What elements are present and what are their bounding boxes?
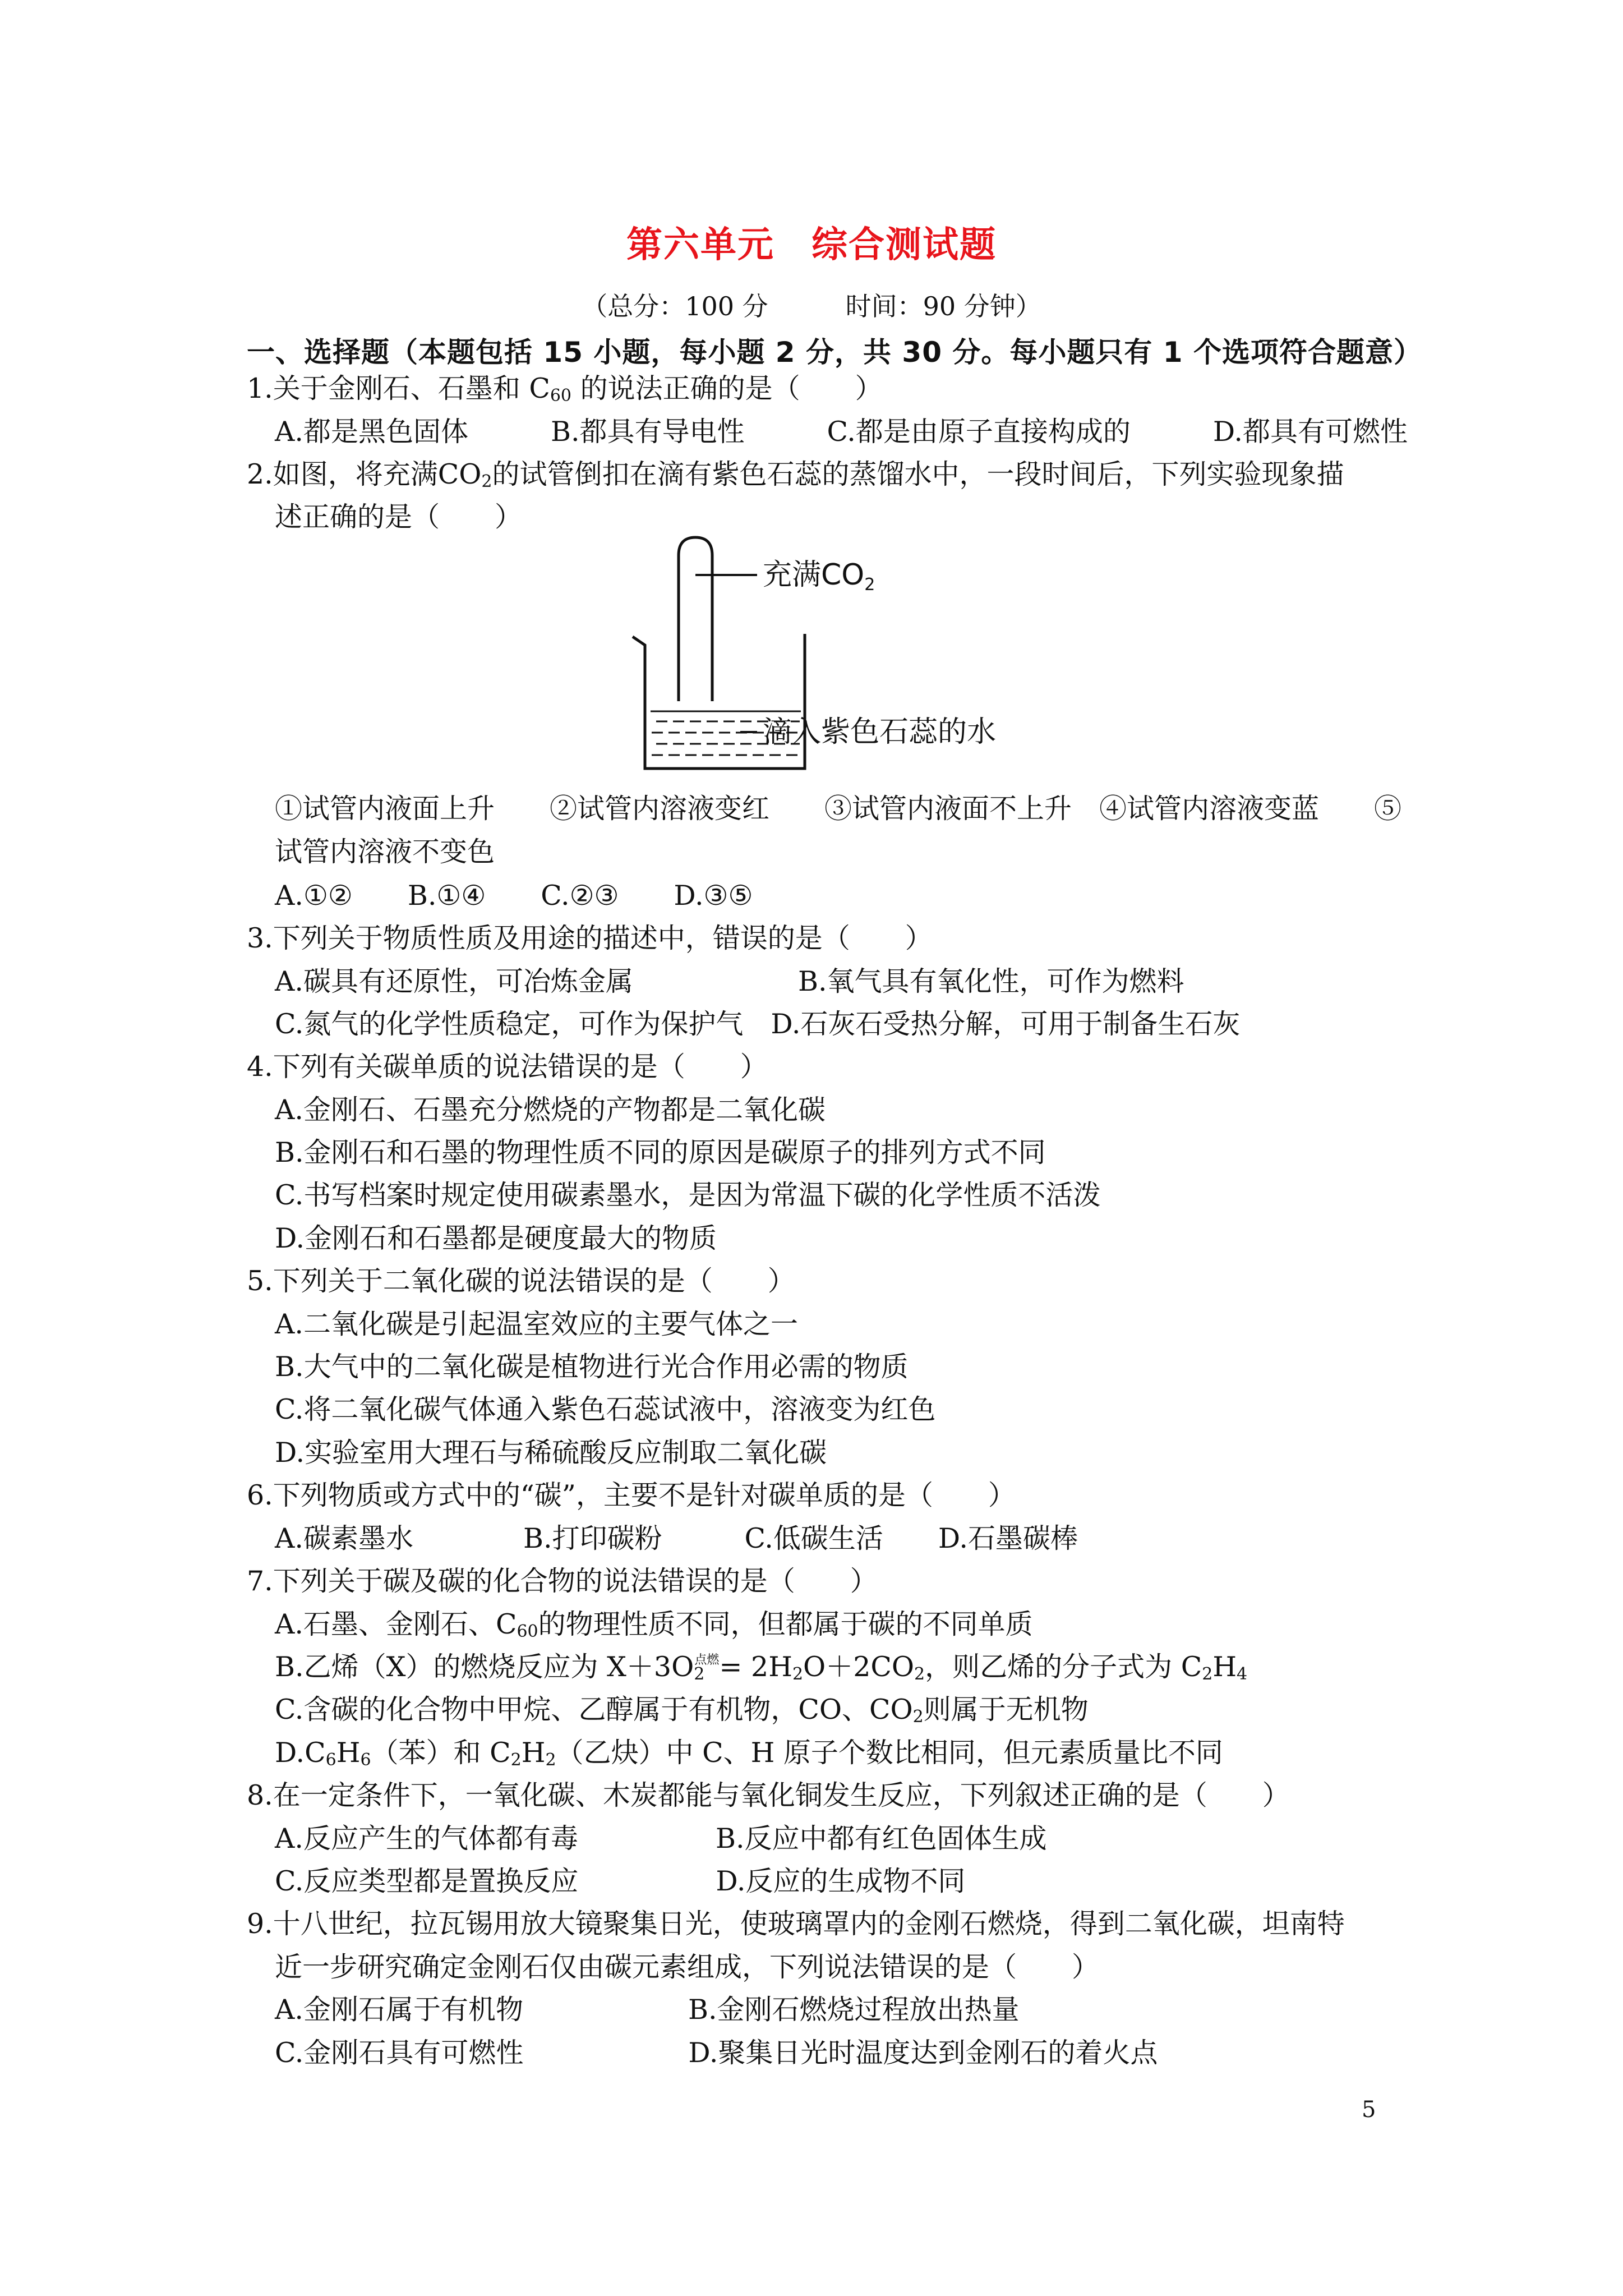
q7c-subscript: 2 — [912, 1707, 924, 1727]
question-5-stem: 5.下列关于二氧化碳的说法错误的是（ ） — [247, 1265, 795, 1297]
q7b-text-5: H — [1212, 1651, 1237, 1683]
question-8-options-line1: A.反应产生的气体都有毒 B.反应中都有红色固体生成 — [275, 1823, 1047, 1855]
question-4-option-a: A.金刚石、石墨充分燃烧的产物都是二氧化碳 — [275, 1094, 826, 1126]
question-9-stem-line1: 9.十八世纪，拉瓦锡用放大镜聚集日光，使玻璃罩内的金刚石燃烧，得到二氧化碳，坦南特 — [247, 1908, 1345, 1940]
q7a-subscript: 60 — [517, 1622, 538, 1641]
q2-stem-end: 的试管倒扣在滴有紫色石蕊的蒸馏水中，一段时间后，下列实验现象描 — [492, 458, 1344, 490]
question-4-option-d: D.金刚石和石墨都是硬度最大的物质 — [275, 1222, 717, 1254]
question-3-options-line2: C.氮气的化学性质稳定，可作为保护气 D.石灰石受热分解，可用于制备生石灰 — [275, 1008, 1241, 1040]
q7b-subscript-3: 2 — [914, 1664, 925, 1684]
q1-stem-text: 1.关于金刚石、石墨和 C — [247, 372, 550, 404]
question-6-stem: 6.下列物质或方式中的“碳”，主要不是针对碳单质的是（ ） — [247, 1479, 1016, 1511]
q2-experiment-figure — [617, 533, 1043, 780]
q7b-subscript-4: 2 — [1202, 1664, 1213, 1684]
question-5-option-d: D.实验室用大理石与稀硫酸反应制取二氧化碳 — [275, 1437, 827, 1469]
q7d-subscript-2: 6 — [360, 1750, 371, 1770]
question-7-stem: 7.下列关于碳及碳的化合物的说法错误的是（ ） — [247, 1565, 878, 1597]
question-7-option-b — [275, 1653, 1247, 1683]
q2-subscript: 2 — [481, 472, 492, 491]
q7c-text: C.含碳的化合物中甲烷、乙醇属于有机物，CO、CO — [275, 1694, 913, 1726]
q7d-text-3: （苯）和 C — [371, 1737, 511, 1769]
q1-stem-end: 的说法正确的是（ ） — [571, 372, 883, 404]
q7b-subscript-5: 4 — [1237, 1664, 1248, 1684]
question-2-statements-line1: ①试管内液面上升 ②试管内溶液变红 ③试管内液面不上升 ④试管内溶液变蓝 ⑤ — [275, 793, 1402, 825]
q7d-subscript-3: 2 — [510, 1750, 522, 1770]
question-5-option-a: A.二氧化碳是引起温室效应的主要气体之一 — [275, 1308, 798, 1340]
question-3-stem: 3.下列关于物质性质及用途的描述中，错误的是（ ） — [247, 922, 933, 954]
q7b-text-4: ，则乙烯的分子式为 C — [925, 1651, 1202, 1683]
question-4-option-c: C.书写档案时规定使用碳素墨水，是因为常温下碳的化学性质不活泼 — [275, 1179, 1101, 1211]
question-6-options: A.碳素墨水 B.打印碳粉 C.低碳生活 D.石墨碳棒 — [275, 1522, 1078, 1554]
q7b-text-2: = 2H — [719, 1651, 792, 1683]
figure-label-co2: 充满CO2 — [763, 558, 875, 595]
q7b-subscript-2: 2 — [792, 1664, 804, 1684]
figure-label-water: 滴入紫色石蕊的水 — [763, 715, 997, 749]
q1-subscript: 60 — [550, 386, 572, 406]
question-9-stem-line2: 近一步研究确定金刚石仅由碳元素组成，下列说法错误的是（ ） — [275, 1951, 1100, 1983]
question-7-option-c — [275, 1696, 1089, 1726]
q7b-text-3: O＋2CO — [803, 1651, 915, 1683]
question-2-options: A.①② B.①④ C.②③ D.③⑤ — [275, 880, 753, 912]
question-8-options-line2: C.反应类型都是置换反应 D.反应的生成物不同 — [275, 1865, 966, 1897]
q7b-subscript: 2 — [694, 1664, 705, 1684]
question-1-options: A.都是黑色固体 B.都具有导电性 C.都是由原子直接构成的 D.都具有可燃性 — [275, 416, 1408, 448]
q7d-text: D.C — [275, 1737, 326, 1769]
exam-meta: （总分：100 分 时间：90 分钟） — [582, 291, 1041, 321]
question-2-stem — [247, 458, 1344, 491]
question-4-stem: 4.下列有关碳单质的说法错误的是（ ） — [247, 1051, 768, 1083]
q7a-text: A.石墨、金刚石、C — [275, 1608, 517, 1640]
question-5-option-b: B.大气中的二氧化碳是植物进行光合作用必需的物质 — [275, 1351, 909, 1383]
q7b-text: B.乙烯（X）的燃烧反应为 X＋3O — [275, 1651, 694, 1683]
q7d-text-4: H — [521, 1737, 546, 1769]
page-number: 5 — [1362, 2097, 1376, 2123]
section-heading: 一、选择题（本题包括 15 小题，每小题 2 分，共 30 分。每小题只有 1 个选项符合题意） — [247, 336, 1422, 369]
q7a-text-end: 的物理性质不同，但都属于碳的不同单质 — [538, 1608, 1033, 1640]
question-9-options-line1: A.金刚石属于有机物 B.金刚石燃烧过程放出热量 — [275, 1994, 1020, 2026]
test-tube-icon — [679, 537, 712, 701]
question-8-stem: 8.在一定条件下，一氧化碳、木炭都能与氧化铜发生反应，下列叙述正确的是（ ） — [247, 1779, 1290, 1811]
q7d-subscript: 6 — [325, 1750, 336, 1770]
q7c-text-end: 则属于无机物 — [923, 1694, 1089, 1726]
question-2-statements-line2: 试管内溶液不变色 — [275, 836, 495, 868]
page-title: 第六单元 综合测试题 — [626, 224, 997, 266]
q7d-text-end: （乙炔）中 C、H 原子个数比相同，但元素质量比不同 — [556, 1737, 1223, 1769]
q7d-subscript-4: 2 — [545, 1750, 556, 1770]
question-7-option-d — [275, 1739, 1223, 1769]
q7d-text-2: H — [336, 1737, 361, 1769]
question-5-option-c: C.将二氧化碳气体通入紫色石蕊试液中，溶液变为红色 — [275, 1393, 936, 1425]
question-9-options-line2: C.金刚石具有可燃性 D.聚集日光时温度达到金刚石的着火点 — [275, 2037, 1158, 2069]
question-7-option-a — [275, 1608, 1033, 1641]
question-4-option-b: B.金刚石和石墨的物理性质不同的原因是碳原子的排列方式不同 — [275, 1137, 1046, 1168]
question-1-stem — [247, 372, 883, 406]
question-3-options-line1: A.碳具有还原性，可冶炼金属 B.氧气具有氧化性，可作为燃料 — [275, 965, 1184, 997]
q2-stem-text: 2.如图，将充满CO — [247, 458, 482, 490]
reaction-condition: 点燃 — [694, 1653, 720, 1667]
question-2-stem-line2: 述正确的是（ ） — [275, 501, 523, 533]
